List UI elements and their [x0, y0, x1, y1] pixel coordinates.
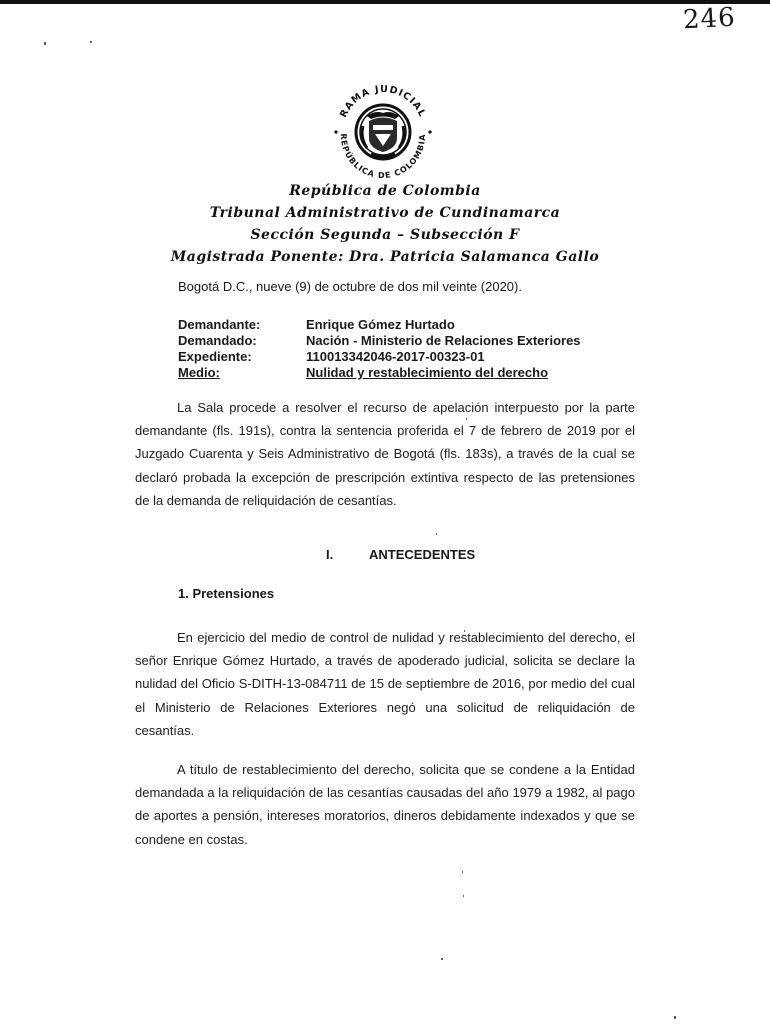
- medio-value: Nulidad y restablecimiento del derecho: [306, 365, 549, 380]
- header-tribunal: Tribunal Administrativo de Cundinamarca: [209, 205, 561, 221]
- demandado-label: Demandado:: [178, 333, 257, 348]
- handwritten-page-number: 246: [682, 2, 737, 36]
- paragraph-pretensiones: En ejercicio del medio de control de nulidad y restablecimiento del derecho, el señor Enrique Gómez Hurtado, a través de apoderado judicial, solicita se declare la nulidad del Oficio S-DITH-13-084711 de 15 de septiembre de 2016, por medio del cual el Ministerio de Relaciones Exteriores negó una solicitud de reliquidación de cesantías.: [135, 630, 635, 738]
- document-date: Bogotá D.C., nueve (9) de octubre de dos mil veinte (2020).: [178, 279, 522, 294]
- judicial-seal-logo: [327, 76, 439, 188]
- subsection-title: 1. Pretensiones: [178, 586, 275, 601]
- demandado-value: Nación - Ministerio de Relaciones Exteriores: [306, 333, 581, 348]
- section-title: ANTECEDENTES: [369, 547, 476, 562]
- scan-speck: [441, 958, 443, 960]
- scan-speck: [436, 533, 437, 535]
- expediente-label: Expediente:: [178, 349, 252, 364]
- header-seccion: Sección Segunda – Subsección F: [250, 227, 520, 243]
- medio-label: Medio:: [178, 365, 220, 380]
- case-row-demandado: [178, 333, 581, 349]
- intro-paragraph: La Sala procede a resolver el recurso de apelación interpuesto por la parte demandante (fls. 191s), contra la sentencia proferida el 7 de febrero de 2019 por el Juzgado Cuarenta y Seis Administrativo de Bogotá (fls. 183s), a través de la cual se declaró probada la excepción de prescripción extintiva respecto de las pretensiones de la demanda de reliquidación de cesantías.: [135, 400, 635, 508]
- case-row-expediente: [178, 349, 581, 365]
- scan-top-edge: [0, 0, 770, 4]
- scan-speck: [463, 895, 464, 897]
- scan-speck: [462, 871, 463, 873]
- scan-speck: [90, 41, 92, 43]
- paragraph-restablecimiento: A título de restablecimiento del derecho, solicita que se condene a la Entidad demandada a la reliquidación de las cesantías causadas del año 1979 a 1982, al pago de aportes a pensión, intereses moratorios, dineros debidamente indexados y que se condene en costas.: [135, 762, 635, 847]
- case-info-table: [178, 317, 581, 381]
- header-magistrada: Magistrada Ponente: Dra. Patricia Salamanca Gallo: [170, 249, 600, 265]
- demandante-value: Enrique Gómez Hurtado: [306, 317, 455, 332]
- scan-speck: [44, 42, 46, 45]
- seal-bottom-text: REPÚBLICA DE COLOMBIA: [338, 133, 428, 181]
- header-republica: República de Colombia: [289, 183, 481, 199]
- case-row-medio: [178, 365, 581, 381]
- seal-top-text: RAMA JUDICIAL: [338, 83, 428, 120]
- case-row-demandante: [178, 317, 581, 333]
- expediente-value: 110013342046-2017-00323-01: [306, 349, 485, 364]
- section-number: I.: [326, 547, 334, 562]
- demandante-label: Demandante:: [178, 317, 261, 332]
- scan-speck: [674, 1016, 676, 1019]
